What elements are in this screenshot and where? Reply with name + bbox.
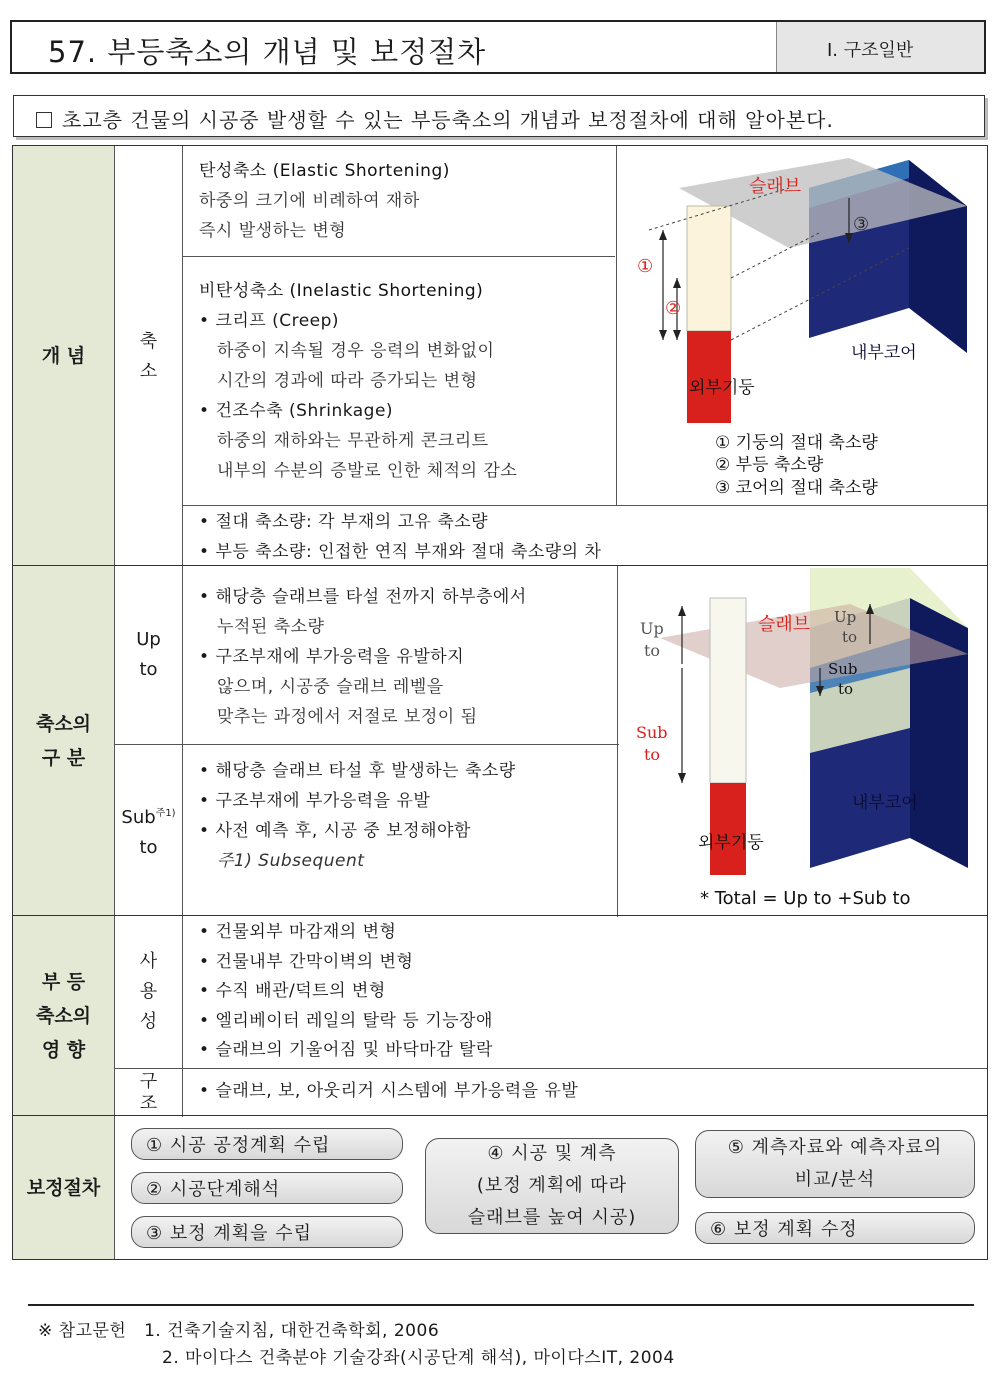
step-6: ⑥ 보정 계획 수정 xyxy=(695,1212,975,1244)
page-title: 57. 부등축소의 개념 및 보정절차 xyxy=(48,35,487,69)
inelastic-cell: 비탄성축소 (Inelastic Shortening) • 크리프 (Creep) 하중이 지속될 경우 응력의 변화없이 시간의 경과에 따라 증가되는 변형 • 건조수축 (Shrinkage) 하중의 재하와는 무관하게 콘크리트 내부의 수분의 증발로 인한 체적의 감소 xyxy=(199,276,619,486)
classification-section xyxy=(12,565,988,916)
upto-label: Up to xyxy=(115,566,183,744)
concept-label: 개 념 xyxy=(13,146,115,565)
intro-box xyxy=(13,95,985,137)
total-formula: * Total = Up to +Sub to xyxy=(700,888,911,909)
intro-text: 초고층 건물의 시공중 발생할 수 있는 부등축소의 개념과 보정절차에 대해 알아본다. xyxy=(62,108,834,132)
reference-1: 1. 건축기술지침, 대한건축학회, 2006 xyxy=(144,1321,440,1341)
title-bar xyxy=(10,20,986,74)
svg-text:②: ② xyxy=(665,298,682,319)
reference-2: 2. 마이다스 건축분야 기술강좌(시공단계 해석), 마이다스IT, 2004 xyxy=(162,1348,675,1368)
definitions-cell: • 절대 축소량: 각 부재의 고유 축소량 • 부등 축소량: 인접한 연직 부재와 절대 축소량의 차 xyxy=(199,507,979,567)
svg-text:to: to xyxy=(838,680,854,698)
legend-3: ③ 코어의 절대 축소량 xyxy=(715,478,878,498)
column-label-2: 외부기둥 xyxy=(698,833,764,853)
shrinkage-label: 축 소 xyxy=(115,146,183,567)
svg-text:③: ③ xyxy=(853,214,870,235)
subto-label: Sub$^{주1)}$ to xyxy=(115,744,183,917)
reference-divider xyxy=(28,1304,974,1306)
svg-text:to: to xyxy=(644,641,661,660)
step-3: ③ 보정 계획을 수립 xyxy=(131,1216,403,1248)
checkbox-icon xyxy=(36,112,52,128)
svg-text:①: ① xyxy=(637,256,654,277)
category-label: Ⅰ. 구조일반 xyxy=(776,22,984,72)
upto-cell: • 해당층 슬래브를 타설 전까지 하부층에서 누적된 축소량 • 구조부재에 부가응력을 유발하지 않으며, 시공중 슬래브 레벨을 맞추는 과정에서 저절로 보정이 됨 xyxy=(199,582,619,732)
legend-1: ① 기둥의 절대 축소량 xyxy=(715,433,878,453)
procedure-label: 보정절차 xyxy=(13,1116,115,1259)
step-1: ① 시공 공정계획 수립 xyxy=(131,1128,403,1160)
svg-text:to: to xyxy=(842,628,858,646)
step-5: ⑤ 계측자료와 예측자료의 비교/분석 xyxy=(695,1130,975,1198)
step-2: ② 시공단계해석 xyxy=(131,1172,403,1204)
classification-label: 축소의 구 분 xyxy=(13,566,115,915)
svg-text:to: to xyxy=(644,745,661,764)
concept-section xyxy=(12,145,988,566)
slab-label-2: 슬래브 xyxy=(758,614,811,635)
structure-cell: • 슬래브, 보, 아웃리거 시스템에 부가응력을 유발 xyxy=(199,1076,979,1106)
subto-cell: • 해당층 슬래브 타설 후 발생하는 축소량 • 구조부재에 부가응력을 유발 • 사전 예측 후, 시공 중 보정해야함 주1) Subsequent xyxy=(199,756,619,876)
column-label: 외부기둥 xyxy=(689,378,755,398)
effects-label: 부 등 축소의 영 향 xyxy=(13,916,115,1115)
core-label: 내부코어 xyxy=(851,343,917,363)
references: ※ 참고문헌 1. 건축기술지침, 대한건축학회, 2006 2. 마이다스 건축분야 기술강좌(시공단계 해석), 마이다스IT, 2004 xyxy=(38,1318,675,1372)
usability-cell: • 건물외부 마감재의 변형 • 건물내부 간막이벽의 변형 • 수직 배관/덕트의 변형 • 엘리베이터 레일의 탈락 등 기능장애 • 슬래브의 기울어짐 및 바닥마감 탈락 xyxy=(199,918,979,1066)
svg-text:Sub: Sub xyxy=(828,660,858,678)
elastic-cell: 탄성축소 (Elastic Shortening) 하중의 크기에 비례하여 재하 즉시 발생하는 변형 xyxy=(199,161,450,241)
effects-section xyxy=(12,915,988,1116)
upto-subto-diagram xyxy=(620,568,986,914)
structure-label: 구 조 xyxy=(115,1068,183,1117)
step-4: ④ 시공 및 계측 (보정 계획에 따라 슬래브를 높여 시공) xyxy=(425,1138,679,1234)
legend-2: ② 부등 축소량 xyxy=(715,455,824,475)
subto-tag: Sub xyxy=(636,723,668,742)
shortening-diagram xyxy=(619,148,985,503)
svg-text:Up: Up xyxy=(834,608,857,626)
upto-tag: Up xyxy=(640,619,664,638)
core-label-2: 내부코어 xyxy=(852,793,918,813)
slab-label: 슬래브 xyxy=(749,176,802,197)
usability-label: 사 용 성 xyxy=(115,916,183,1068)
procedure-section xyxy=(12,1115,988,1260)
